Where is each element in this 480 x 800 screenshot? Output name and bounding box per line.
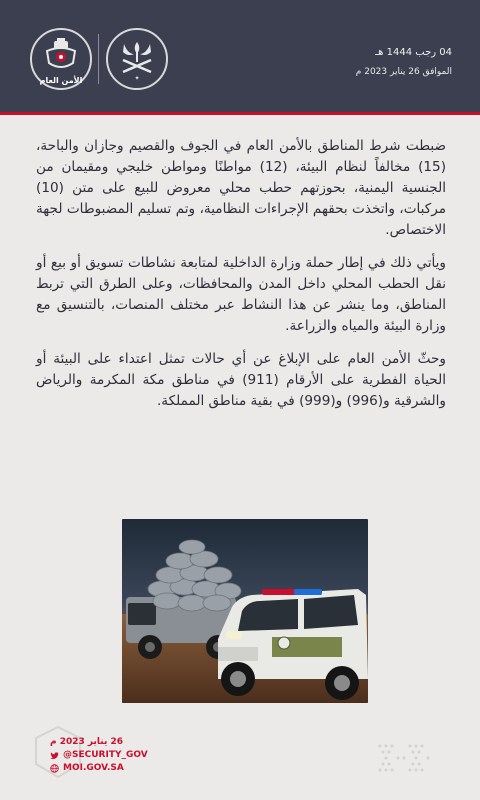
header-accent-line <box>0 112 480 115</box>
public-security-emblem-icon <box>39 37 83 81</box>
website-link[interactable] <box>50 762 148 775</box>
date-block <box>356 46 452 79</box>
paragraph-3: وحثّ الأمن العام على الإبلاغ عن أي حالات تمثل اعتداء على البيئة أو الحياة الفطرية على الأرقام (911) في مناطق مكة المكرمة والرياض والشرقية و(996) و(999) في بقية مناطق المملكة. <box>36 351 446 409</box>
twitter-link[interactable] <box>50 749 148 762</box>
twitter-icon <box>50 751 59 760</box>
saudi-emblem-logo <box>106 28 168 90</box>
gregorian-date: الموافق 26 يناير 2023 م <box>355 67 452 77</box>
hijri-date: 04 رجب 1444 هـ <box>375 47 452 58</box>
twitter-handle: @SECURITY_GOV <box>63 750 148 760</box>
svg-text:✦: ✦ <box>134 75 140 82</box>
logo-caption: الأمن العام <box>39 76 83 85</box>
footer-date: 26 يناير 2023 م <box>50 737 124 747</box>
seized-firewood-trucks-photo <box>122 519 368 703</box>
decorative-pattern <box>376 740 440 776</box>
seized-firewood-photo <box>122 519 368 703</box>
paragraph-1: ضبطت شرط المناطق بالأمن العام في الجوف والقصيم وجازان والباحة، (15) مخالفاً لنظام البيئة، (12) مواطنًا ومواطن خليجي ومقيمان من الجنسية اليمنية، بحوزتهم حطب محلي معروض للبيع على متن (10) مركبات، واتخذت بحقهم الإجراءات النظامية، وتم تسليم المضبوطات لجهة الاختصاص. <box>36 138 446 238</box>
announcement-body <box>36 136 446 424</box>
saudi-emblem-icon <box>114 36 160 82</box>
logo-divider <box>98 34 99 84</box>
paragraph-2: ويأتي ذلك في إطار حملة وزارة الداخلية لمتابعة نشاطات تسويق أو بيع أو نقل الحطب المحلي داخل المدن والمحافظات، وعلى الطرق التي تربط المناطق، وما ينشر عن هذا النشاط عبر مختلف المنصات، بالتنسيق مع وزارة البيئة والمياه والزراعة. <box>36 255 446 334</box>
header-bar <box>0 0 480 112</box>
globe-icon <box>50 764 59 773</box>
footer-contact <box>50 736 148 775</box>
website-url: MOI.GOV.SA <box>63 763 124 773</box>
